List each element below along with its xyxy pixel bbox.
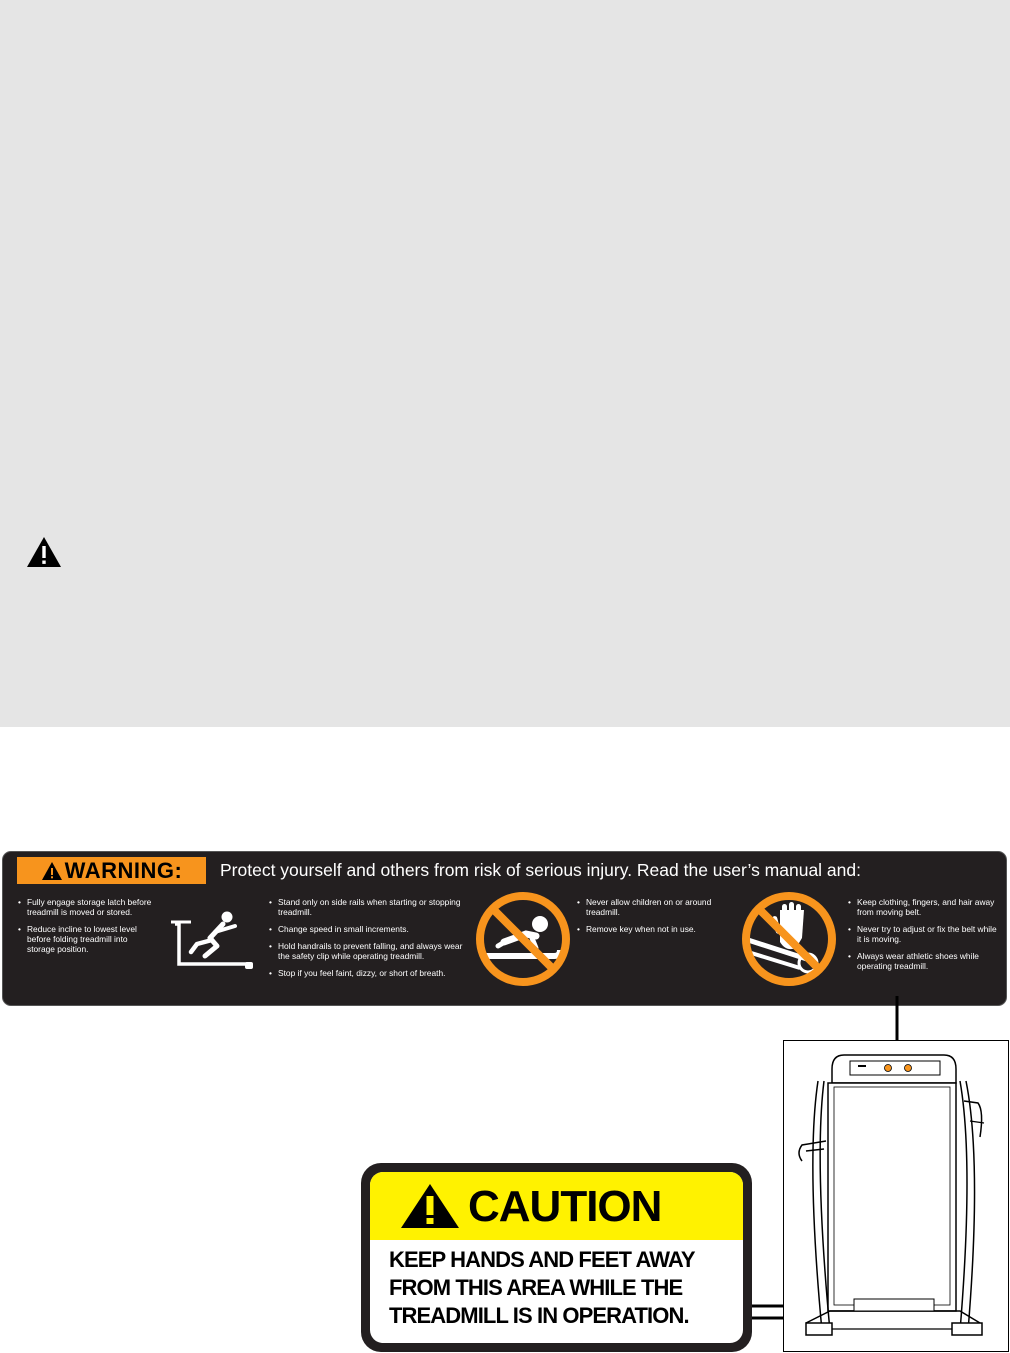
caution-line: KEEP HANDS AND FEET AWAY [389, 1247, 695, 1272]
caution-decal-face [370, 1172, 743, 1343]
warning-item: • Hold handrails to prevent falling, and always wear the safety clip while operating treadmill. [268, 941, 468, 961]
caution-line: TREADMILL IS IN OPERATION. [389, 1303, 689, 1328]
caution-decal [361, 1163, 752, 1352]
treadmill-diagram [783, 1040, 1009, 1352]
caution-triangle-icon [400, 1183, 460, 1229]
warning-item: • Fully engage storage latch before treadmill is moved or stored. [17, 897, 157, 917]
warning-item: • Change speed in small increments. [268, 924, 468, 934]
warning-item: • Keep clothing, fingers, and hair away from moving belt. [847, 897, 1002, 917]
warning-item: • Never allow children on or around treadmill. [576, 897, 726, 917]
folded-treadmill-drawing [784, 1041, 1010, 1353]
warning-badge-label: WARNING: [64, 857, 183, 883]
warning-headline: Protect yourself and others from risk of serious injury. Read the user’s manual and: [220, 860, 861, 880]
caution-line: FROM THIS AREA WHILE THE [389, 1275, 683, 1300]
caution-header-band [370, 1172, 743, 1240]
warning-item: • Remove key when not in use. [576, 924, 726, 934]
caution-message [389, 1246, 739, 1330]
warning-item: • Always wear athletic shoes while operating treadmill. [847, 951, 1002, 971]
warning-item: • Stop if you feel faint, dizzy, or short of breath. [268, 968, 468, 978]
warning-item: • Stand only on side rails when starting or stopping treadmill. [268, 897, 468, 917]
caution-title: CAUTION [468, 1182, 662, 1231]
warning-item: • Never try to adjust or fix the belt while it is moving. [847, 924, 1002, 944]
warning-item: • Reduce incline to lowest level before folding treadmill into storage position. [17, 924, 157, 954]
